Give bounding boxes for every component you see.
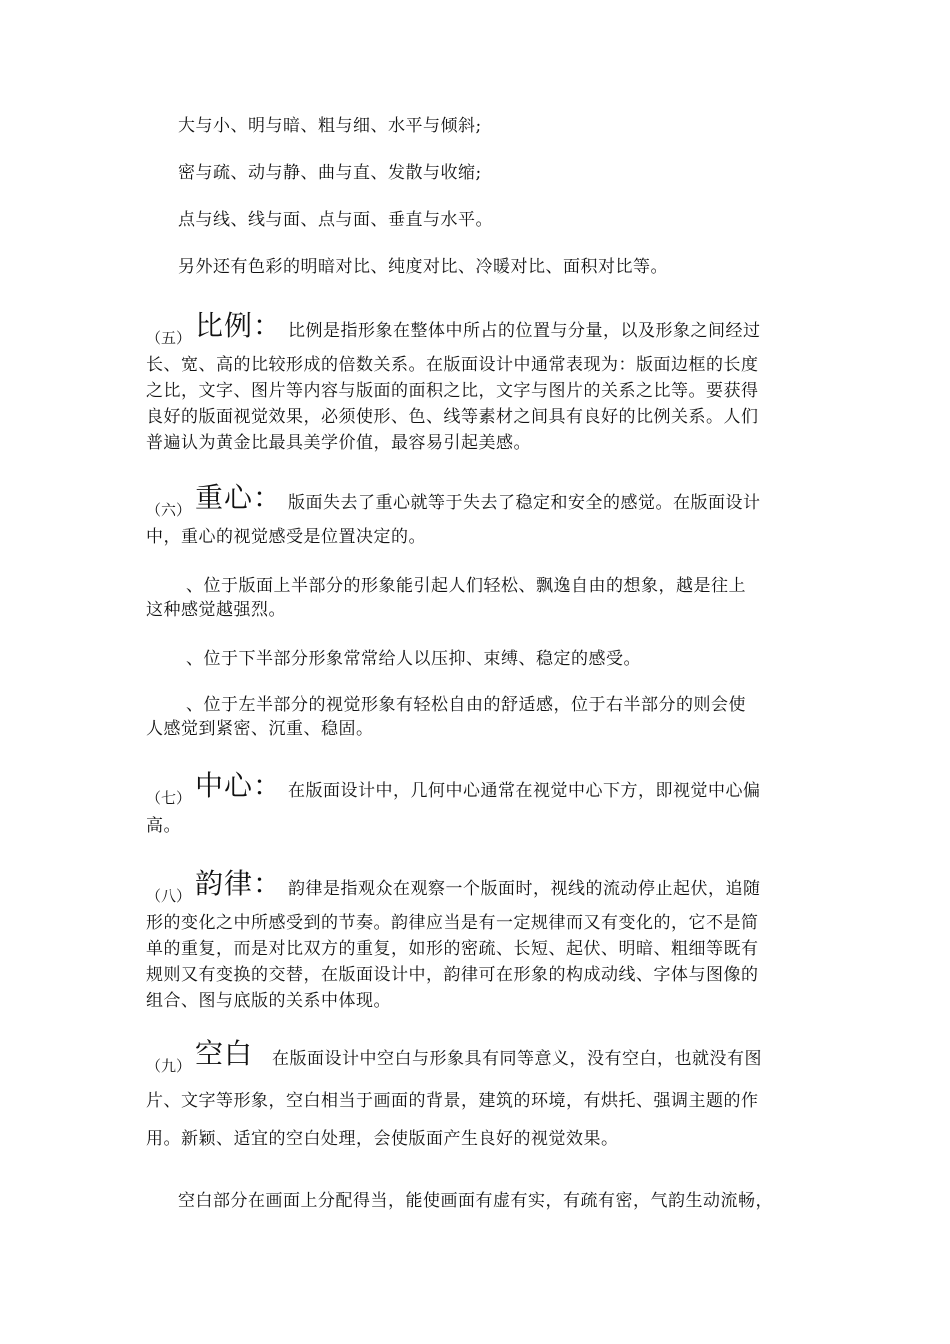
section-number: （九）: [146, 1057, 192, 1075]
paragraph-line: 中，重心的视觉感受是位置决定的。: [146, 527, 426, 547]
section-heading-proportion: [146, 309, 283, 352]
paragraph-line: 片、文字等形象，空白相当于画面的背景，建筑的环境，有烘托、强调主题的作: [146, 1091, 759, 1111]
paragraph-line: 高。: [146, 816, 181, 836]
contrast-line: 另外还有色彩的明暗对比、纯度对比、冷暖对比、面积对比等。: [178, 257, 668, 277]
section-number: （五）: [146, 329, 192, 347]
contrast-line: 大与小、明与暗、粗与细、水平与倾斜;: [178, 116, 482, 136]
closing-line: 空白部分在画面上分配得当，能使画面有虚有实，有疏有密，气韵生动流畅，: [178, 1191, 773, 1211]
section-title: 中心：: [195, 769, 283, 802]
paragraph-line: 韵律是指观众在观察一个版面时，视线的流动停止起伏，追随: [288, 879, 761, 899]
list-item: 、位于版面上半部分的形象能引起人们轻松、飘逸自由的想象，越是往上: [186, 576, 746, 596]
paragraph-line: 长、宽、高的比较形成的倍数关系。在版面设计中通常表现为：版面边框的长度: [146, 355, 759, 375]
paragraph-line: 良好的版面视觉效果，必须使形、色、线等素材之间具有良好的比例关系。人们: [146, 407, 759, 427]
paragraph-line: 在版面设计中，几何中心通常在视觉中心下方，即视觉中心偏: [288, 781, 761, 801]
paragraph-line: 在版面设计中空白与形象具有同等意义，没有空白，也就没有图: [272, 1049, 762, 1069]
section-title: 空白: [195, 1037, 254, 1070]
paragraph-line: 比例是指形象在整体中所占的位置与分量，以及形象之间经过: [288, 321, 761, 341]
paragraph-line: 组合、图与底版的关系中体现。: [146, 991, 391, 1011]
section-heading-rhythm: [146, 867, 283, 910]
section-number: （六）: [146, 501, 192, 519]
paragraph-line: 普遍认为黄金比最具美学价值，最容易引起美感。: [146, 433, 531, 453]
section-title: 重心：: [195, 481, 283, 514]
paragraph-line: 单的重复，而是对比双方的重复，如形的密疏、长短、起伏、明暗、粗细等既有: [146, 939, 759, 959]
paragraph-line: 规则又有变换的交替，在版面设计中，韵律可在形象的构成动线、字体与图像的: [146, 965, 759, 985]
list-item-continuation: 这种感觉越强烈。: [146, 600, 286, 620]
paragraph-line: 版面失去了重心就等于失去了稳定和安全的感觉。在版面设计: [288, 493, 761, 513]
section-heading-center: [146, 769, 283, 812]
section-number: （七）: [146, 789, 192, 807]
list-item-continuation: 人感觉到紧密、沉重、稳固。: [146, 719, 374, 739]
section-heading-center-of-gravity: [146, 481, 283, 524]
paragraph-line: 用。新颖、适宜的空白处理，会使版面产生良好的视觉效果。: [146, 1129, 619, 1149]
contrast-line: 点与线、线与面、点与面、垂直与水平。: [178, 210, 493, 230]
paragraph-line: 形的变化之中所感受到的节奏。韵律应当是有一定规律而又有变化的，它不是简: [146, 913, 759, 933]
contrast-line: 密与疏、动与静、曲与直、发散与收缩;: [178, 163, 482, 183]
paragraph-line: 之比，文字、图片等内容与版面的面积之比，文字与图片的关系之比等。要获得: [146, 381, 759, 401]
section-title: 比例：: [195, 309, 283, 342]
section-heading-whitespace: [146, 1037, 254, 1080]
list-item: 、位于下半部分形象常常给人以压抑、束缚、稳定的感受。: [186, 649, 641, 669]
section-number: （八）: [146, 887, 192, 905]
section-title: 韵律：: [195, 867, 283, 900]
list-item: 、位于左半部分的视觉形象有轻松自由的舒适感，位于右半部分的则会使: [186, 695, 746, 715]
